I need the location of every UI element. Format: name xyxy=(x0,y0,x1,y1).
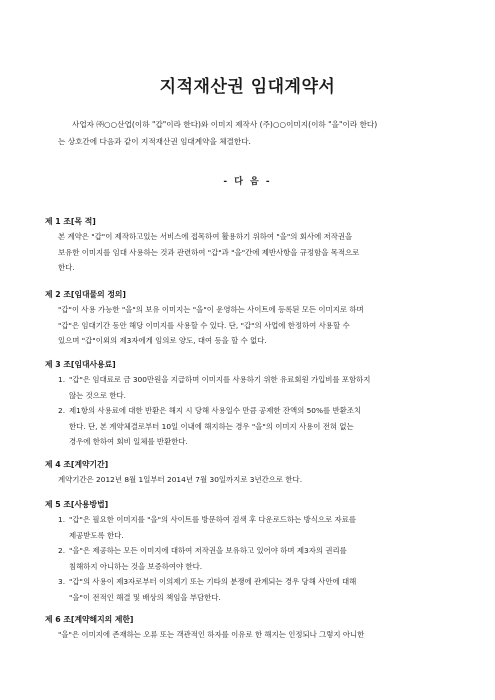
intro-line-1: 사업자 ㈜○○산업(이하 "갑"이라 한다)와 이미지 제작사 (주)○○이미지(이하 "을"이라 한다) xyxy=(72,120,378,129)
article-text-line: "을"은 제공하는 모든 이미지에 대하여 저작권을 보유하고 있어야 하며 제3자의 권리를 xyxy=(69,546,347,555)
article-text-line: "갑"은 필요한 이미지를 "을"의 사이트를 방문하여 검색 후 다운로드하는 방식으로 자료를 xyxy=(69,515,356,524)
article-text-line: "갑"은 임대기간 동안 해당 이미지를 사용할 수 있다. 단, "갑"의 사업에 한정하여 사용할 수 xyxy=(58,320,350,330)
article-text-line: "갑"의 사용이 제3자로부터 이의제기 또는 기타의 분쟁에 관계되는 경우 당해 사안에 대해 xyxy=(69,577,357,586)
article-4 xyxy=(45,458,425,488)
list-item xyxy=(45,372,425,403)
article-heading: 제 3 조[임대사용료] xyxy=(45,360,116,369)
article-3 xyxy=(45,358,425,450)
article-heading: 제 2 조[임대물의 정의] xyxy=(45,290,126,299)
article-text-line: 본 계약은 "갑"이 제작하고있는 서비스에 접목하여 활용하기 위하여 "을"의 회사에 저작권을 xyxy=(58,232,353,241)
item-number: 2. xyxy=(58,546,66,555)
article-6 xyxy=(45,613,425,643)
document-title: 지적재산권 임대계약서 xyxy=(159,77,336,97)
article-2 xyxy=(45,288,425,349)
article-text-line: 있으며 "갑"이외의 제3자에게 임의로 양도, 대여 등을 할 수 없다. xyxy=(58,336,267,345)
item-number: 3. xyxy=(58,577,66,586)
list-item xyxy=(45,403,425,450)
article-text-line: 제공받도록 한다. xyxy=(69,530,124,540)
intro-paragraph xyxy=(58,116,430,150)
article-text-line: "갑"이 사용 가능한 "을"의 보유 이미지는 "을"이 운영하는 사이트에 등록된 모든 이미지로 하며 xyxy=(58,305,364,314)
article-text-line: "을"은 이미지에 존재하는 오류 또는 객관적인 하자를 이유로 한 해지는 인정되나 그렇지 아니한 xyxy=(58,630,365,639)
list-item xyxy=(45,543,425,574)
item-number: 2. xyxy=(58,406,66,415)
item-number: 1. xyxy=(58,515,66,524)
article-list xyxy=(45,512,425,605)
article-heading: 제 1 조[목 적] xyxy=(45,217,96,226)
article-text-line: 계약기간은 2012년 8월 1일부터 2014년 7월 30일까지로 3년간으로 한다. xyxy=(58,475,303,484)
article-text-line: 제1항의 사용료에 대한 반환은 해지 시 당해 사용일수 만큼 공제한 잔액의 50%를 반환조치 xyxy=(69,406,362,415)
list-item xyxy=(45,574,425,605)
list-item xyxy=(45,512,425,543)
article-text-line: 한다. 단, 본 계약체결로부터 10일 이내에 해지하는 경우 "을"의 이미지 사용이 전혀 없는 xyxy=(69,421,354,431)
article-list xyxy=(45,372,425,450)
item-number: 1. xyxy=(58,375,66,384)
article-text-line: 보유한 이미지를 임대 사용하는 것과 관련하여 "갑"과 "을"간에 제반사항을 규정함을 목적으로 xyxy=(58,247,360,257)
article-text-line: 침해하지 아니하는 것을 보증하여야 한다. xyxy=(69,561,203,571)
intro-line-2: 는 상호간에 다음과 같이 지적재산권 임대계약을 체결한다. xyxy=(58,137,251,146)
article-5 xyxy=(45,498,425,605)
article-heading: 제 6 조[계약해지의 제한] xyxy=(45,615,134,624)
article-text-line: "을"이 전적인 해결 및 배상의 책임을 부담한다. xyxy=(69,592,221,602)
article-text-line: 경우에 한하여 회비 일체를 반환한다. xyxy=(69,437,188,446)
article-text-line: 한다. xyxy=(58,263,75,272)
article-heading: 제 5 조[사용방법] xyxy=(45,500,109,509)
article-heading: 제 4 조[계약기간] xyxy=(45,460,109,469)
article-text-line: 않는 것으로 한다. xyxy=(69,390,127,400)
article-text-line: "갑"은 임대료로 금 300만원을 지급하며 이미지를 사용하기 위한 유료회원 가입비를 포함하지 xyxy=(69,375,371,384)
section-heading: - 다 음 - xyxy=(223,177,272,187)
article-1 xyxy=(45,215,425,276)
